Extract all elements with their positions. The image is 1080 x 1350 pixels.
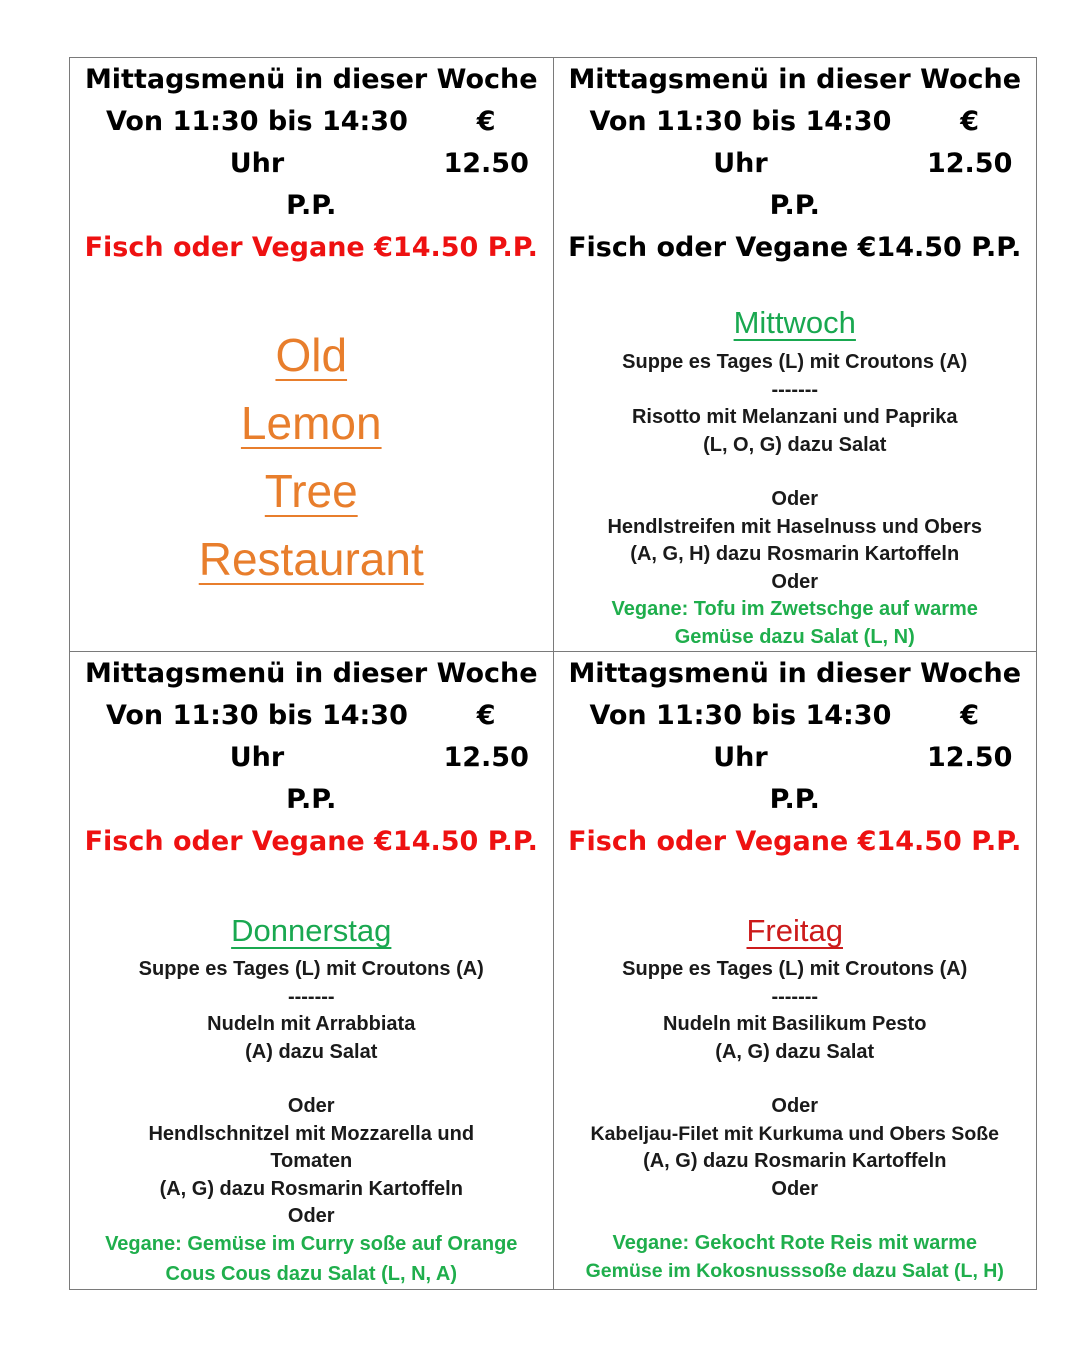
dish-line: Hendlstreifen mit Haselnuss und Obers bbox=[607, 515, 983, 538]
oder-line: Oder bbox=[771, 488, 819, 510]
menu-hours-price bbox=[554, 101, 1037, 185]
per-person: P.P. bbox=[286, 784, 337, 815]
separator: ------- bbox=[287, 985, 335, 1008]
vegan-line: Vegane: Gemüse im Curry soße auf Orange bbox=[105, 1232, 518, 1255]
vegan-line: Cous Cous dazu Salat (L, N, A) bbox=[165, 1263, 457, 1285]
menu-card-freitag bbox=[553, 652, 1037, 1290]
logo-word: Restaurant bbox=[198, 533, 424, 585]
opening-hours: Von 11:30 bis 14:30 Uhr bbox=[589, 700, 892, 773]
vegan-line: Gemüse im Kokosnusssoße dazu Salat (L, H) bbox=[585, 1259, 1004, 1282]
separator: ------- bbox=[771, 985, 819, 1008]
soup-line: Suppe es Tages (L) mit Croutons (A) bbox=[138, 958, 484, 980]
fish-vegan-price: Fisch oder Vegane €14.50 P.P. bbox=[568, 232, 1022, 263]
menu-title: Mittagsmenü in dieser Woche bbox=[568, 658, 1022, 689]
dish-line: Kabeljau-Filet mit Kurkuma und Obers Soße bbox=[590, 1122, 999, 1145]
per-person: P.P. bbox=[769, 190, 820, 221]
restaurant-logo bbox=[70, 321, 553, 593]
dish-line: (A, G) dazu Salat bbox=[715, 1040, 875, 1063]
dish-line: (A, G, H) dazu Rosmarin Kartoffeln bbox=[630, 543, 960, 565]
weekly-menu-table bbox=[69, 57, 1037, 1290]
logo-word: Tree bbox=[264, 465, 358, 517]
vegan-line: Gemüse dazu Salat (L, N) bbox=[674, 625, 915, 648]
price: € 12.50 bbox=[926, 106, 1013, 179]
dish-line: (L, O, G) dazu Salat bbox=[703, 433, 887, 456]
day-heading: Freitag bbox=[746, 913, 843, 948]
dish-line: Nudeln mit Arrabbiata bbox=[207, 1013, 416, 1035]
price: € 12.50 bbox=[926, 700, 1013, 773]
oder-line: Oder bbox=[771, 1177, 819, 1200]
fish-vegan-price: Fisch oder Vegane €14.50 P.P. bbox=[84, 826, 538, 857]
dish-line: Hendlschnitzel mit Mozzarella und bbox=[148, 1122, 475, 1145]
dish-line: (A, G) dazu Rosmarin Kartoffeln bbox=[643, 1150, 947, 1172]
day-heading: Mittwoch bbox=[733, 305, 856, 340]
per-person: P.P. bbox=[286, 190, 337, 221]
menu-card-donnerstag bbox=[70, 652, 554, 1290]
menu-title: Mittagsmenü in dieser Woche bbox=[84, 64, 538, 95]
soup-line: Suppe es Tages (L) mit Croutons (A) bbox=[622, 351, 968, 373]
opening-hours: Von 11:30 bis 14:30 Uhr bbox=[589, 106, 892, 179]
fish-vegan-price: Fisch oder Vegane €14.50 P.P. bbox=[568, 826, 1022, 857]
dish-line: Risotto mit Melanzani und Paprika bbox=[631, 406, 958, 428]
oder-line: Oder bbox=[287, 1095, 335, 1117]
menu-title: Mittagsmenü in dieser Woche bbox=[84, 658, 538, 689]
dish-line: (A, G) dazu Rosmarin Kartoffeln bbox=[159, 1177, 463, 1200]
menu-title: Mittagsmenü in dieser Woche bbox=[568, 64, 1022, 95]
dish-line: Nudeln mit Basilikum Pesto bbox=[663, 1013, 927, 1035]
price: € 12.50 bbox=[443, 700, 529, 773]
opening-hours: Von 11:30 bis 14:30 Uhr bbox=[105, 700, 408, 773]
separator: ------- bbox=[771, 378, 819, 401]
per-person: P.P. bbox=[769, 784, 820, 815]
menu-hours-price bbox=[554, 695, 1037, 779]
logo-word: Old bbox=[275, 329, 348, 381]
opening-hours: Von 11:30 bis 14:30 Uhr bbox=[105, 106, 408, 179]
logo-word: Lemon bbox=[240, 397, 382, 449]
menu-hours-price bbox=[70, 695, 553, 779]
oder-line: Oder bbox=[771, 1095, 819, 1117]
oder-line: Oder bbox=[287, 1205, 335, 1227]
dish-line: Tomaten bbox=[270, 1150, 353, 1172]
menu-hours-price bbox=[70, 101, 553, 185]
oder-line: Oder bbox=[771, 570, 819, 593]
soup-line: Suppe es Tages (L) mit Croutons (A) bbox=[622, 958, 968, 980]
price: € 12.50 bbox=[443, 106, 529, 179]
day-heading: Donnerstag bbox=[231, 913, 392, 948]
menu-card-mittwoch bbox=[553, 58, 1037, 652]
vegan-line: Vegane: Tofu im Zwetschge auf warme bbox=[611, 598, 978, 620]
vegan-line: Vegane: Gekocht Rote Reis mit warme bbox=[612, 1232, 978, 1254]
dish-line: (A) dazu Salat bbox=[245, 1040, 378, 1063]
menu-card-logo bbox=[70, 58, 554, 652]
fish-vegan-price: Fisch oder Vegane €14.50 P.P. bbox=[84, 232, 538, 263]
